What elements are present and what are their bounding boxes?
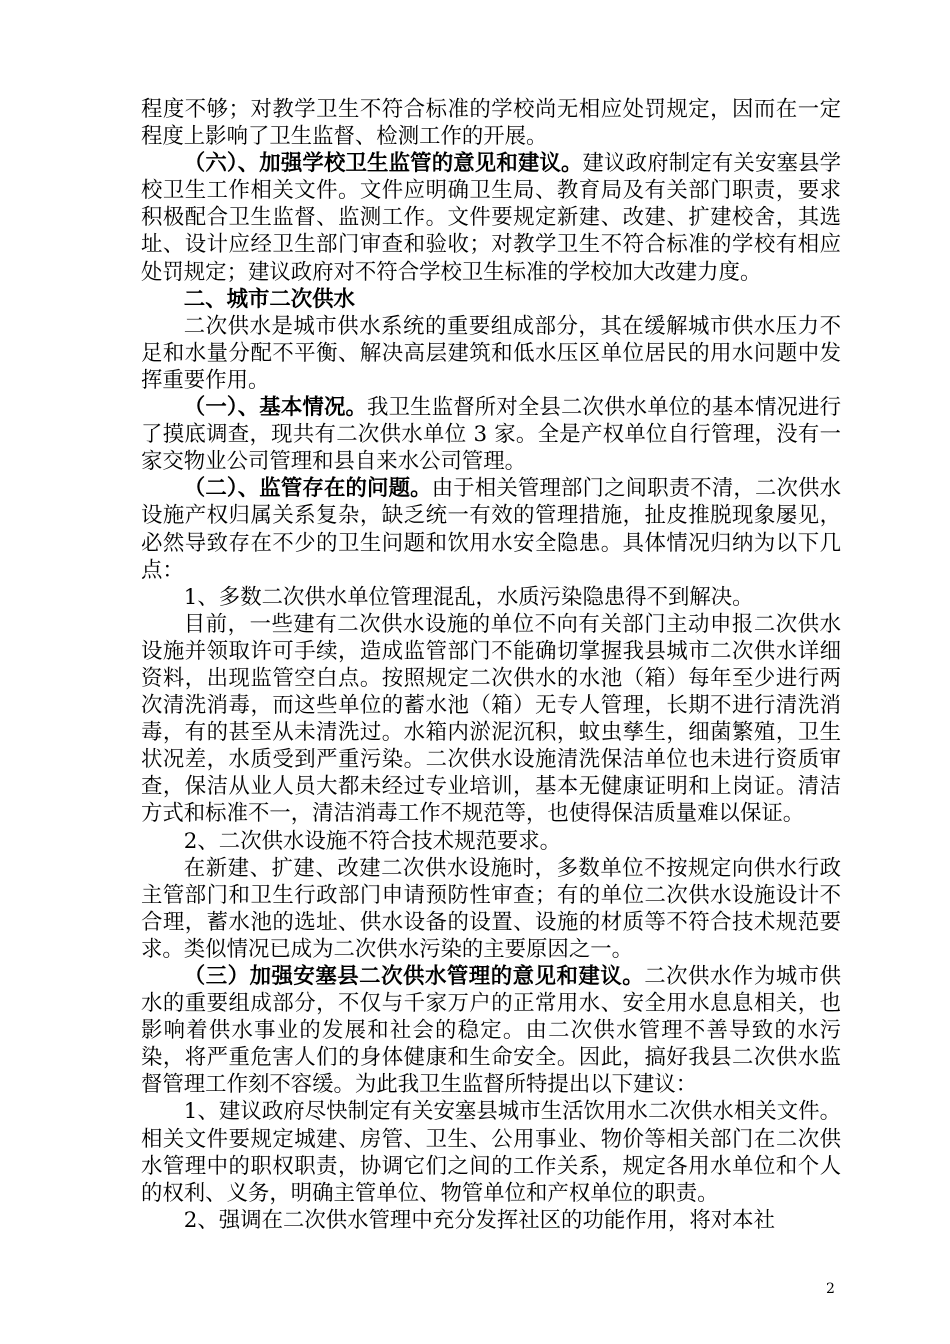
paragraph bbox=[141, 475, 841, 583]
paragraph-text: 1、建议政府尽快制定有关安塞县城市生活饮用水二次供水相关文件。相关文件要规定城建、房管、卫生、公用事业、物价等相关部门在二次供水管理中的职权职责，协调它们之间的工作关系，规定各用水单位和个人的权利、义务，明确主管单位、物管单位和产权单位的职责。 bbox=[141, 1099, 841, 1206]
paragraph bbox=[141, 828, 841, 855]
paragraph-heading: 二、城市二次供水 bbox=[183, 286, 355, 312]
paragraph-text: 程度不够；对教学卫生不符合标准的学校尚无相应处罚规定，因而在一定程度上影响了卫生监督、检测工作的开展。 bbox=[141, 97, 841, 150]
paragraph bbox=[141, 96, 841, 150]
paragraph-text: 由于相关管理部门之间职责不清，二次供水设施产权归属关系复杂，缺乏统一有效的管理措施，扯皮推脱现象屡见，必然导致存在不少的卫生问题和饮用水安全隐患。具体情况归纳为以下几点： bbox=[141, 476, 841, 583]
paragraph-text: 1、多数二次供水单位管理混乱，水质污染隐患得不到解决。 bbox=[183, 584, 754, 610]
paragraph bbox=[141, 1098, 841, 1206]
paragraph bbox=[141, 584, 841, 611]
paragraph-text: 二次供水作为城市供水的重要组成部分，不仅与千家万户的正常用水、安全用水息息相关，也影响着供水事业的发展和社会的稳定。由二次供水管理不善导致的水污染，将严重危害人们的身体健康和生命安全。因此，搞好我县二次供水监督管理工作刻不容缓。为此我卫生监督所特提出以下建议： bbox=[141, 964, 841, 1098]
paragraph-text: 2、二次供水设施不符合技术规范要求。 bbox=[183, 828, 562, 854]
page-number: 2 bbox=[826, 1281, 835, 1297]
paragraph-heading: （二）、监管存在的问题。 bbox=[183, 476, 432, 502]
paragraph bbox=[141, 611, 841, 828]
paragraph-text: 在新建、扩建、改建二次供水设施时，多数单位不按规定向供水行政主管部门和卫生行政部门申请预防性审查；有的单位二次供水设施设计不合理，蓄水池的选址、供水设备的设置、设施的材质等不符合技术规范要求。类似情况已成为二次供水污染的主要原因之一。 bbox=[141, 855, 841, 962]
paragraph-text: 建议政府制定有关安塞县学校卫生工作相关文件。文件应明确卫生局、教育局及有关部门职责，要求积极配合卫生监督、监测工作。文件要规定新建、改建、扩建校舍，其选址、设计应经卫生部门审查和验收；对教学卫生不符合标准的学校有相应处罚规定；建议政府对不符合学校卫生标准的学校加大改建力度。 bbox=[141, 151, 841, 285]
paragraph-heading: （一）、基本情况。 bbox=[183, 395, 368, 421]
paragraph bbox=[141, 286, 841, 313]
paragraph bbox=[141, 313, 841, 394]
paragraph bbox=[141, 394, 841, 475]
paragraph bbox=[141, 855, 841, 963]
paragraph-text: 我卫生监督所对全县二次供水单位的基本情况进行了摸底调查，现共有二次供水单位 3 家。全是产权单位自行管理，没有一家交物业公司管理和县自来水公司管理。 bbox=[141, 395, 841, 475]
paragraph-text: 目前，一些建有二次供水设施的单位不向有关部门主动申报二次供水设施并领取许可手续，造成监管部门不能确切掌握我县城市二次供水详细资料，出现监管空白点。按照规定二次供水的水池（箱）每年至少进行两次清洗消毒，而这些单位的蓄水池（箱）无专人管理，长期不进行清洗消毒，有的甚至从未清洗过。水箱内淤泥沉积，蚊虫孳生，细菌繁殖，卫生状况差，水质受到严重污染。二次供水设施清洗保洁单位也未进行资质审查，保洁从业人员大都未经过专业培训，基本无健康证明和上岗证。清洁方式和标准不一，清洁消毒工作不规范等，也使得保洁质量难以保证。 bbox=[141, 611, 841, 827]
paragraph bbox=[141, 150, 841, 285]
paragraph bbox=[141, 1207, 841, 1234]
paragraph bbox=[141, 963, 841, 1098]
paragraph-heading: （六）、加强学校卫生监管的意见和建议。 bbox=[183, 151, 583, 177]
paragraph-text: 二次供水是城市供水系统的重要组成部分，其在缓解城市供水压力不足和水量分配不平衡、解决高层建筑和低水压区单位居民的用水问题中发挥重要作用。 bbox=[141, 313, 841, 393]
paragraph-text: 2、强调在二次供水管理中充分发挥社区的功能作用，将对本社 bbox=[183, 1207, 775, 1233]
paragraph-heading: （三）加强安塞县二次供水管理的意见和建议。 bbox=[183, 964, 645, 989]
body-text bbox=[141, 96, 841, 1234]
